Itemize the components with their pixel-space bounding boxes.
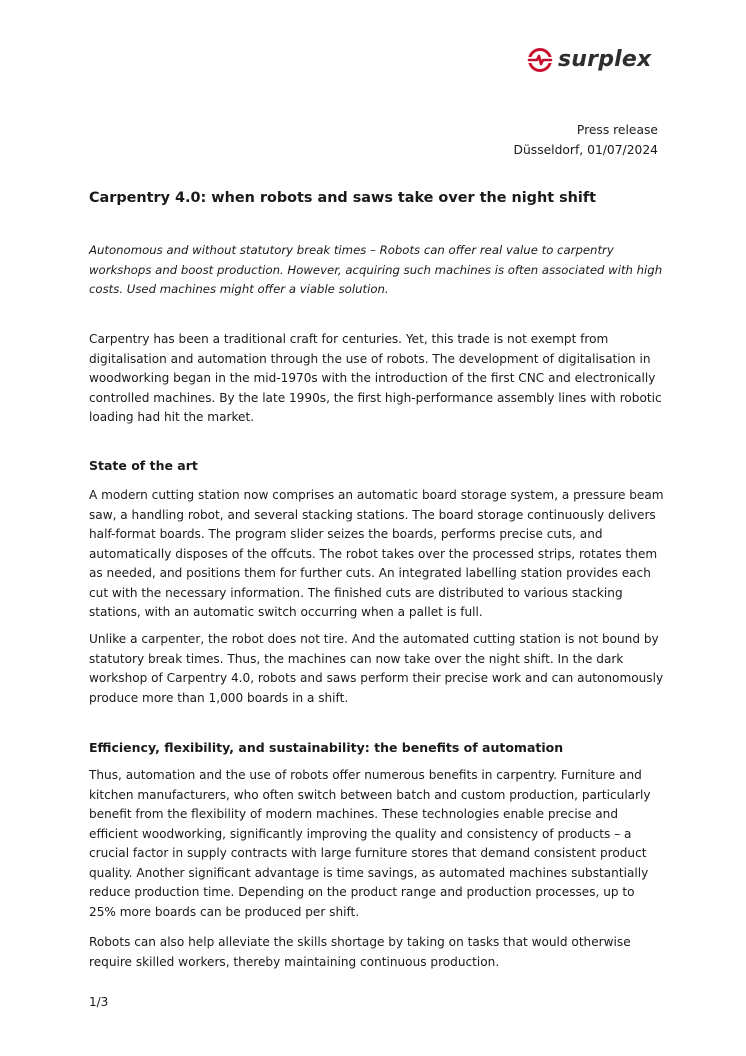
place-date: Düsseldorf, 01/07/2024 xyxy=(513,142,658,157)
article-title: Carpentry 4.0: when robots and saws take over the night shift xyxy=(89,190,596,206)
logo-wordmark: surplex xyxy=(558,47,652,72)
state-of-art-paragraph-1: A modern cutting station now comprises an automatic board storage system, a pressure beam saw, a handling robot, and several stacking stations. The board storage continuously delivers half-format boards. The program slider seizes the boards, performs precise cuts, and automatically disposes of the offcuts. The robot takes over the processed strips, rotates them as needed, and positions them for further cuts. An integrated labelling station provides each cut with the necessary information. The finished cuts are distributed to various stacking stations, with an automatic switch occurring when a pallet is full. xyxy=(89,488,664,619)
article-lead: Autonomous and without statutory break times – Robots can offer real value to carpentry workshops and boost production. However, acquiring such machines is often associated with high costs. Used machines might offer a viable solution. xyxy=(89,243,663,296)
benefits-paragraph-1: Thus, automation and the use of robots offer numerous benefits in carpentry. Furniture and kitchen manufacturers, who often switch between batch and custom production, particularly benefit from the flexibility of modern machines. These technologies enable precise and efficient woodworking, significantly improving the quality and consistency of products – a crucial factor in supply contracts with large furniture stores that demand consistent product quality. Another significant advantage is time savings, as automated machines substantially reduce production time. Depending on the product range and production processes, up to 25% more boards can be produced per shift. xyxy=(89,768,651,919)
section-heading-state-of-the-art: State of the art xyxy=(89,458,198,473)
section-heading-benefits: Efficiency, flexibility, and sustainability: the benefits of automation xyxy=(89,740,564,755)
surplex-logo-icon xyxy=(526,46,554,74)
page-number: 1/3 xyxy=(89,995,109,1009)
doc-type: Press release xyxy=(576,123,658,137)
state-of-art-paragraph-2: Unlike a carpenter, the robot does not tire. And the automated cutting station is not bound by statutory break times. Thus, the machines can now take over the night shift. In the dark workshop of Carpentry 4.0, robots and saws perform their precise work and can autonomously produce more than 1,000 boards in a shift. xyxy=(89,632,664,705)
document-meta xyxy=(514,121,658,160)
surplex-logo xyxy=(526,43,660,77)
intro-paragraph: Carpentry has been a traditional craft for centuries. Yet, this trade is not exempt from digitalisation and automation through the use of robots. The development of digitalisation in woodworking began in the mid-1970s with the introduction of the first CNC and electronically controlled machines. By the late 1990s, the first high-performance assembly lines with robotic loading had hit the market. xyxy=(89,332,662,424)
benefits-paragraph-2: Robots can also help alleviate the skills shortage by taking on tasks that would otherwise require skilled workers, thereby maintaining continuous production. xyxy=(89,935,631,969)
